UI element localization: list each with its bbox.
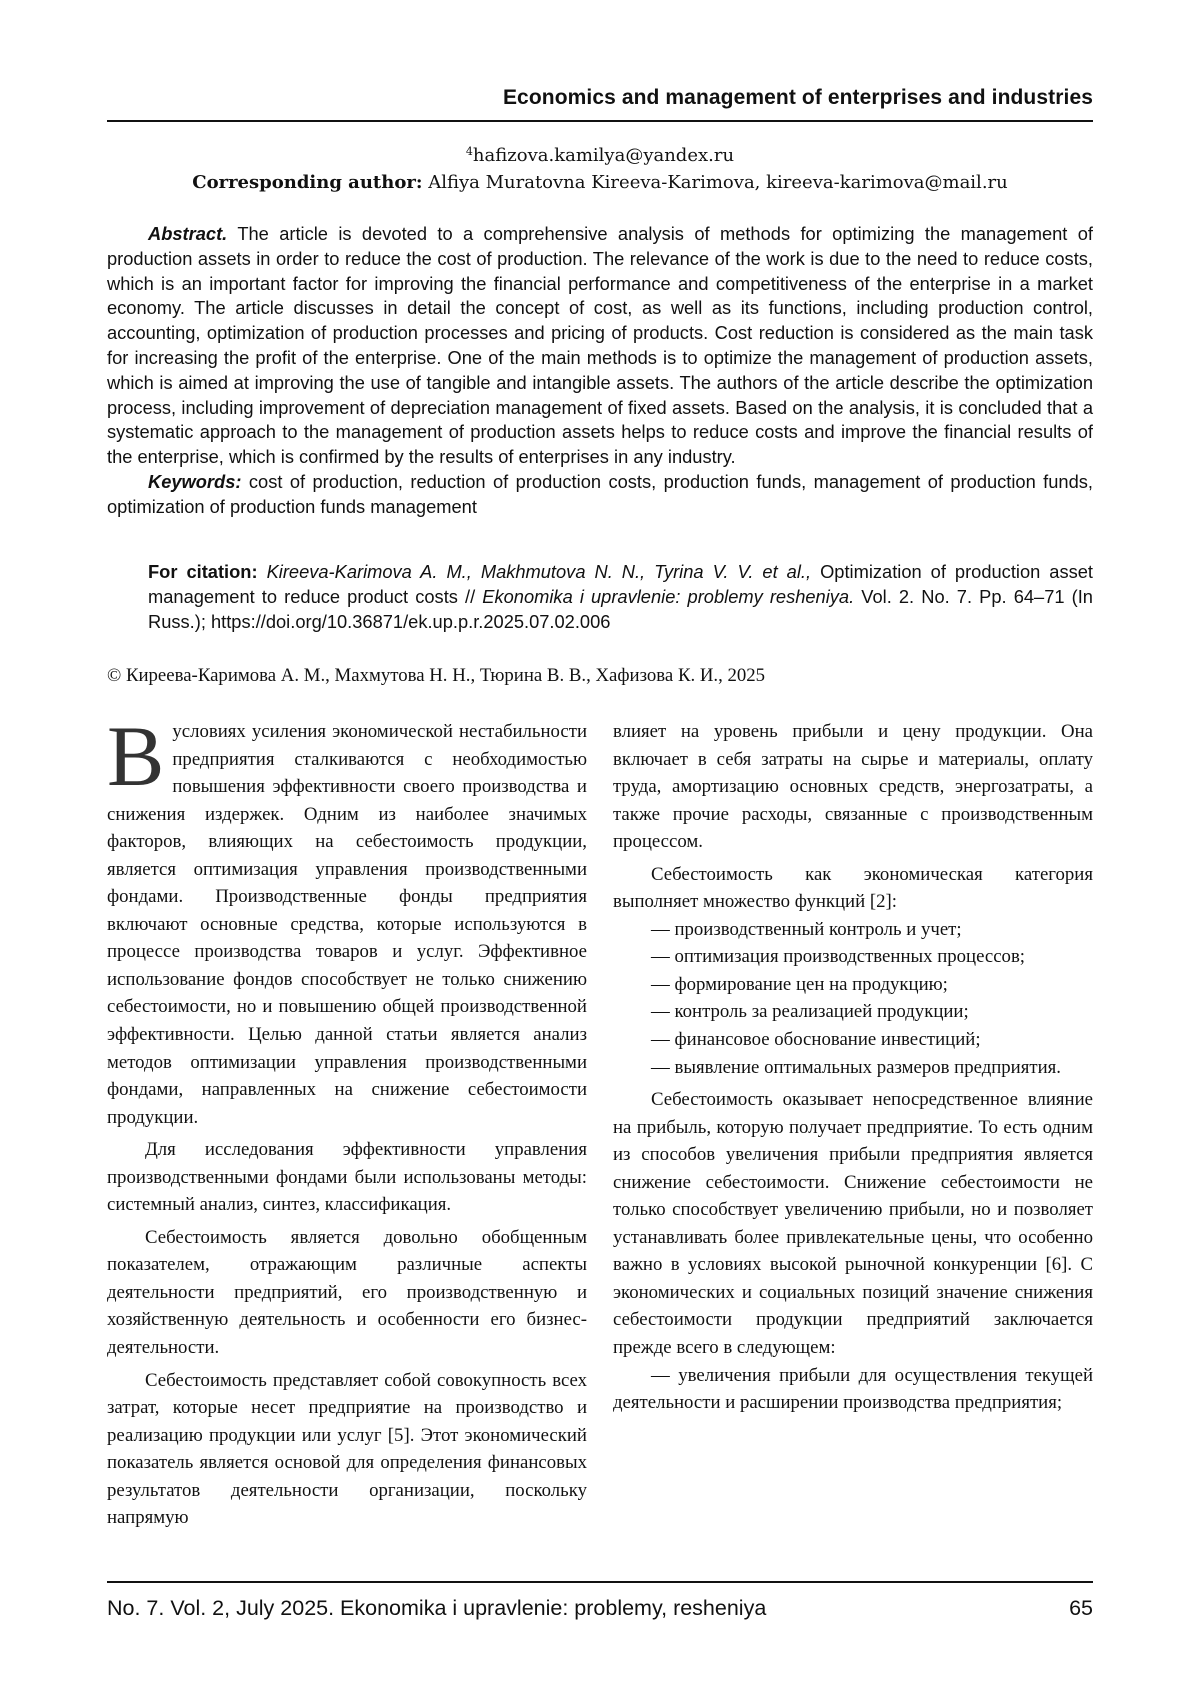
affiliation-block	[60, 138, 1140, 196]
list-item: — формирование цен на продукцию;	[651, 973, 948, 995]
keywords-paragraph	[107, 470, 1093, 520]
footer-journal-info: No. 7. Vol. 2, July 2025. Ekonomika i upravlenie: problemy, resheniya	[107, 1596, 767, 1620]
running-header: Economics and management of enterprises and industries	[502, 86, 1093, 109]
corresponding-author-name: Alfiya Muratovna Kireeva-Karimova,	[428, 172, 761, 193]
citation-details[interactable]: Vol. 2. No. 7. Pp. 64–71 (In Russ.); https://doi.org/10.36871/ek.up.p.r.2025.07.02.006	[148, 585, 1093, 632]
list-item: — оптимизация производственных процессов;	[651, 946, 1026, 968]
abstract-label: Abstract.	[148, 223, 228, 244]
citation-block	[148, 560, 1093, 634]
abstract-paragraph	[107, 222, 1093, 470]
body-paragraph	[107, 708, 587, 1131]
list-item: — контроль за реализацией продукции;	[651, 1001, 969, 1023]
keywords-text: cost of production, reduction of production costs, production funds, management of production funds, optimization of production funds management	[107, 470, 1093, 517]
list-item: — увеличения прибыли для осуществления текущей деятельности и расширении производства предприятия;	[613, 1364, 1093, 1414]
body-text: условиях усиления экономической нестабильности предприятия сталкиваются с необходимостью повышения эффективности своего производства и снижения издержек. Одним из наиболее значимых факторов, влияющих на себестоимость продукции, является оптимизация управления производственными фондами. Производственные фонды предприятия включают основные средства, которые используются в процессе производства товаров и услуг. Эффективное использование фондов способствует не только снижению себестоимости, но и повышению общей производственной эффективности. Целью данной статьи является анализ методов оптимизации управления производственными фондами, направленных на снижение себестоимости продукции.	[107, 721, 587, 1128]
abstract-block	[107, 222, 1093, 520]
corresponding-author-label: Corresponding author:	[192, 172, 423, 193]
corresponding-author-email[interactable]: kireeva-karimova@mail.ru	[766, 172, 1008, 193]
header-rule	[107, 120, 1093, 122]
list-item: — производственный контроль и учет;	[651, 918, 962, 940]
list-item: — выявление оптимальных размеров предприятия.	[651, 1056, 1061, 1078]
citation-title: Optimization of production asset management to reduce product costs //	[148, 561, 1094, 607]
copyright-line: © Киреева-Каримова А. М., Махмутова Н. Н., Тюрина В. В., Хафизова К. И., 2025	[107, 665, 766, 686]
body-paragraph: Себестоимость является довольно обобщенным показателем, отражающим различные аспекты деятельности предприятий, его производственную и хозяйственную деятельность и особенности его бизнес-деятельности.	[107, 1226, 587, 1359]
drop-cap: В	[107, 708, 165, 804]
keywords-label: Keywords:	[148, 470, 242, 492]
body-paragraph: Себестоимость как экономическая категория выполняет множество функций [2]:	[613, 863, 1093, 913]
citation-authors: Kireeva-Karimova A. M., Makhmutova N. N., Tyrina V. V. et al.,	[266, 561, 812, 582]
citation-label: For citation:	[148, 561, 258, 582]
page-number: 65	[1069, 1596, 1093, 1620]
body-paragraph: Себестоимость представляет собой совокупность всех затрат, которые несет предприятие на производство и реализацию продукции или услуг [5]. Этот экономический показатель является основой для определения финансовых результатов деятельности организации, поскольку напрямую	[107, 1369, 587, 1529]
body-paragraph: влияет на уровень прибыли и цену продукции. Она включает в себя затраты на сырье и материалы, оплату труда, амортизацию основных средств, энергозатраты, а также прочие расходы, связанные с производственным процессом.	[613, 721, 1093, 853]
corresponding-author-line	[60, 169, 1140, 196]
email-superscript: 4	[465, 145, 473, 158]
citation-journal: Ekonomika i upravlenie: problemy resheniya.	[482, 585, 855, 607]
footer-rule	[107, 1581, 1093, 1583]
body-paragraph: Для исследования эффективности управления производственными фондами были использованы методы: системный анализ, синтез, классификация.	[107, 1139, 587, 1216]
body-column-left	[107, 708, 587, 1532]
author-email-line	[60, 138, 1140, 169]
body-column-right	[613, 718, 1093, 1417]
list-item: — финансовое обоснование инвестиций;	[651, 1029, 981, 1051]
body-paragraph: Себестоимость оказывает непосредственное влияние на прибыль, которую получает предприятие. То есть одним из способов увеличения прибыли предприятия является снижение себестоимости. Снижение себестоимости не только способствует увеличению прибыли, но и позволяет устанавливать более привлекательные цены, что особенно важно в условиях высокой рыночной конкуренции [6]. С экономических и социальных позиций значение снижения себестоимости продукции предприятий заключается прежде всего в следующем:	[613, 1089, 1093, 1359]
author-email[interactable]: hafizova.kamilya@yandex.ru	[472, 145, 735, 166]
abstract-text: The article is devoted to a comprehensive analysis of methods for optimizing the management of production assets in order to reduce the cost of production. The relevance of the work is due to the need to reduce costs, which is an important factor for improving the financial performance and competitiveness of the enterprise in a market economy. The article discusses in detail the concept of cost, as well as its functions, including production control, accounting, optimization of production processes and pricing of products. Cost reduction is considered as the main task for increasing the profit of the enterprise. One of the main methods is to optimize the management of production assets, which is aimed at improving the use of tangible and intangible assets. The authors of the article describe the optimization process, including improvement of depreciation management of fixed assets. Based on the analysis, it is concluded that a systematic approach to the management of production assets helps to reduce costs and improve the financial results of the enterprise, which is confirmed by the results of enterprises in any industry.	[107, 223, 1093, 468]
